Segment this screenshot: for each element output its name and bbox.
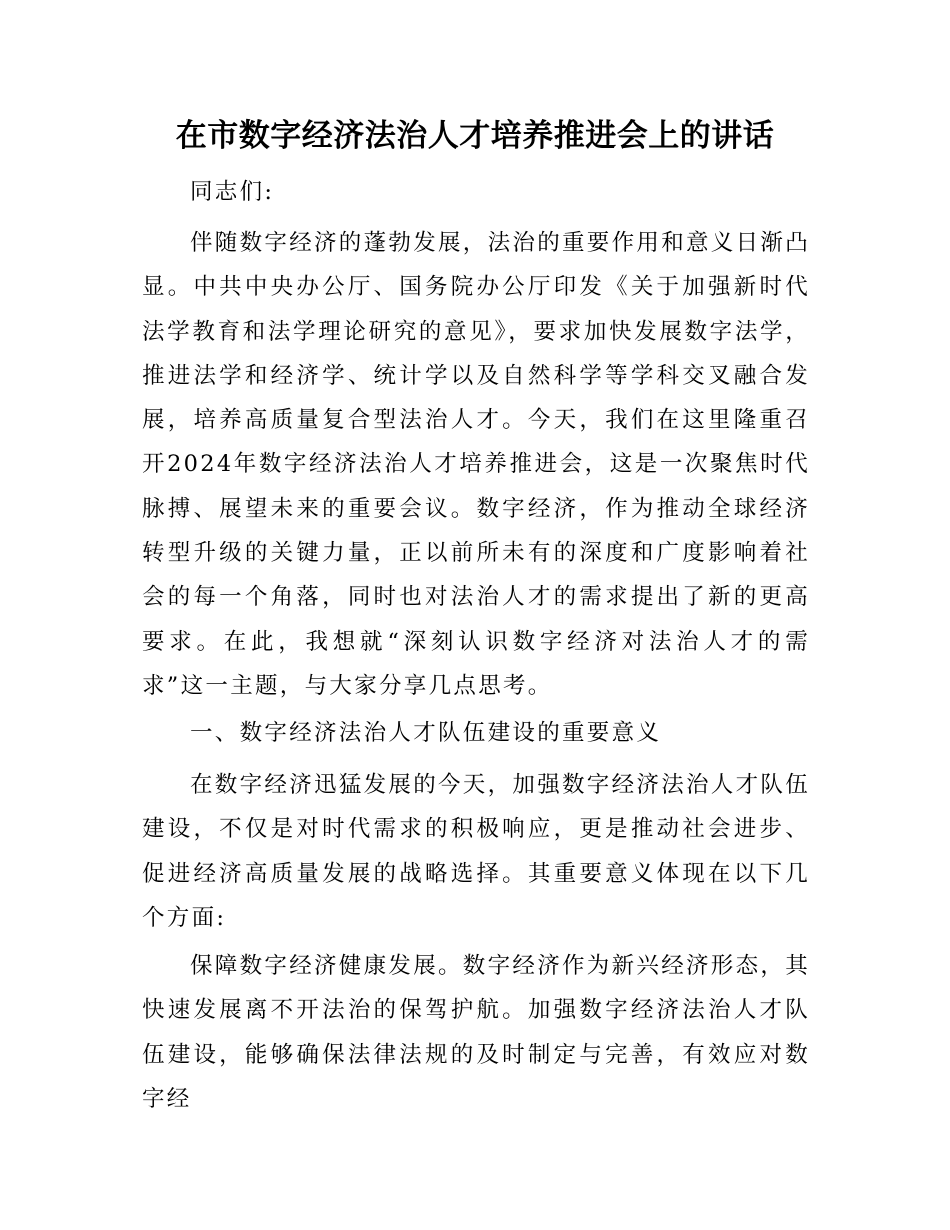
paragraph-opening: 伴随数字经济的蓬勃发展，法治的重要作用和意义日渐凸显。中共中央办公厅、国务院办公厅印发《关于加强新时代法学教育和法学理论研究的意见》，要求加快发展数字法学，推进法学和经济学、统计学以及自然科学等学科交叉融合发展，培养高质量复合型法治人才。今天，我们在这里隆重召开2024年数字经济法治人才培养推进会，这是一次聚焦时代脉搏、展望未来的重要会议。数字经济，作为推动全球经济转型升级的关键力量，正以前所未有的深度和广度影响着社会的每一个角落，同时也对法治人才的需求提出了新的更高要求。在此，我想就“深刻认识数字经济对法治人才的需求”这一主题，与大家分享几点思考。	[142, 230, 811, 699]
salutation: 同志们:	[190, 179, 275, 205]
section-heading-1: 一、数字经济法治人才队伍建设的重要意义	[190, 720, 662, 746]
paragraph-healthy-development: 保障数字经济健康发展。数字经济作为新兴经济形态，其快速发展离不开法治的保驾护航。加强数字经济法治人才队伍建设，能够确保法律法规的及时制定与完善，有效应对数字经	[142, 953, 811, 1112]
paragraph-significance-intro: 在数字经济迅猛发展的今天，加强数字经济法治人才队伍建设，不仅是对时代需求的积极响应，更是推动社会进步、促进经济高质量发展的战略选择。其重要意义体现在以下几个方面:	[142, 772, 811, 931]
document-title: 在市数字经济法治人才培养推进会上的讲话	[175, 118, 775, 154]
